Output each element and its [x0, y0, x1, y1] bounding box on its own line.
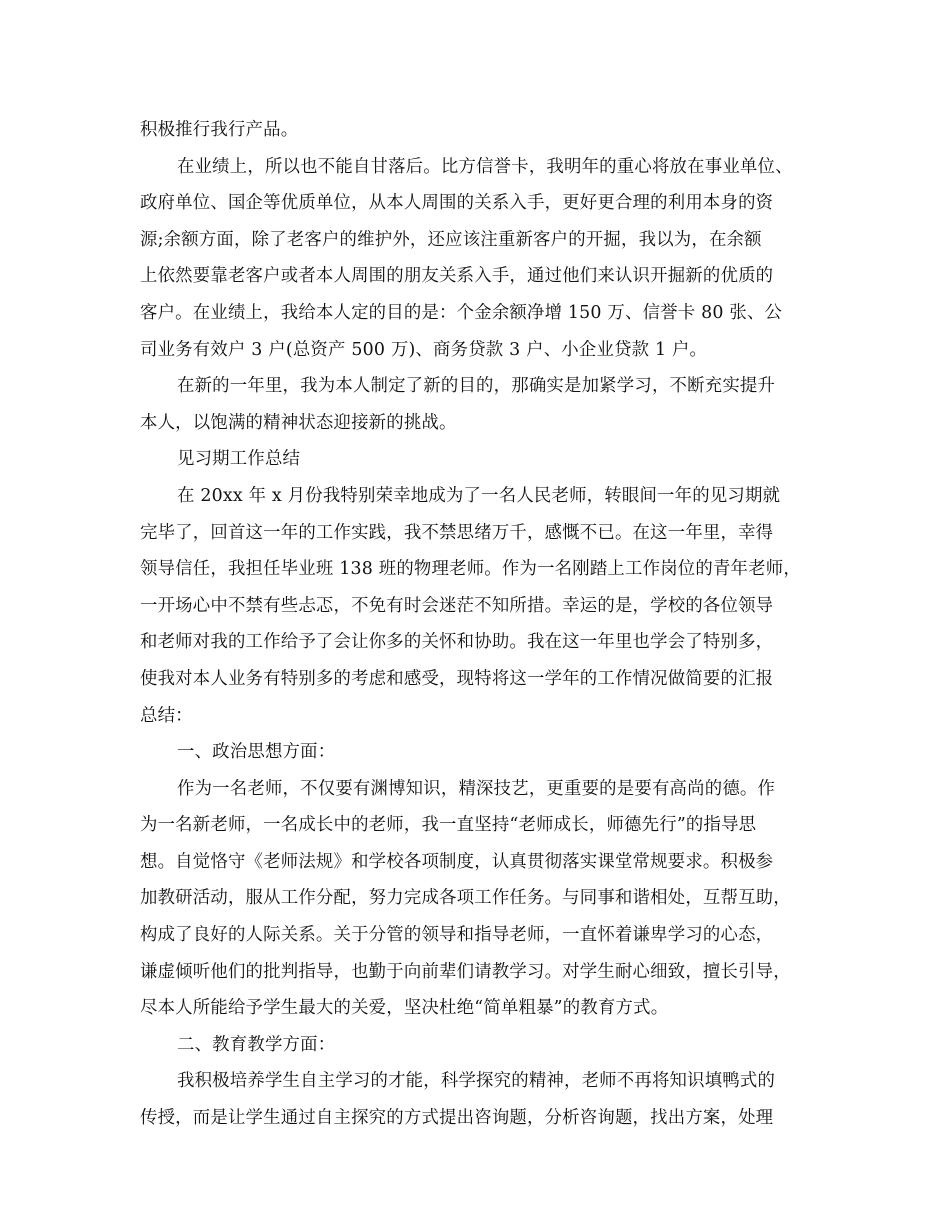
text-line: 在 20xx 年 x 月份我特别荣幸地成为了一名人民老师，转眼间一年的见习期就 — [177, 485, 781, 506]
text-line: 源;余额方面，除了老客户的维护外，还应该注重新客户的开掘，我以为，在余额 — [140, 229, 762, 250]
text-line: 见习期工作总结 — [177, 449, 301, 470]
text-line: 使我对本人业务有特别多的考虑和感受，现特将这一学年的工作情况做简要的汇报 — [140, 668, 774, 689]
document-body — [140, 112, 820, 1137]
text-line: 客户。在业绩上，我给本人定的目的是：个金余额净增 150 万、信誉卡 80 张、公 — [140, 302, 783, 323]
text-line: 在新的一年里，我为本人制定了新的目的，那确实是加紧学习，不断充实提升 — [177, 376, 776, 397]
text-line: 总结： — [140, 705, 193, 726]
text-line: 加教研活动，服从工作分配，努力完成各项工作任务。与同事和谐相处，互帮互助， — [140, 888, 791, 909]
text-line: 作为一名老师，不仅要有渊博知识，精深技艺，更重要的是要有高尚的德。作 — [177, 778, 776, 799]
text-line: 完毕了，回首这一年的工作实践，我不禁思绪万千，感慨不已。在这一年里，幸得 — [140, 522, 774, 543]
text-line: 本人，以饱满的精神状态迎接新的挑战。 — [140, 412, 457, 433]
text-line: 谦虚倾听他们的批判指导，也勤于向前辈们请教学习。对学生耐心细致，擅长引导， — [140, 961, 791, 982]
text-line: 我积极培养学生自主学习的才能，科学探究的精神，老师不再将知识填鸭式的 — [177, 1071, 776, 1092]
text-line: 在业绩上，所以也不能自甘落后。比方信誉卡，我明年的重心将放在事业单位、 — [177, 156, 793, 177]
text-line: 二、教育教学方面： — [177, 1034, 336, 1055]
text-line: 积极推行我行产品。 — [140, 120, 299, 140]
text-line: 领导信任，我担任毕业班 138 班的物理老师。作为一名刚踏上工作岗位的青年老师， — [140, 559, 801, 580]
text-line: 和老师对我的工作给予了会让你多的关怀和协助。我在这一年里也学会了特别多， — [140, 632, 774, 653]
text-line: 一开场心中不禁有些忐忑，不免有时会迷茫不知所措。幸运的是，学校的各位领导 — [140, 595, 774, 616]
text-line: 上依然要靠老客户或者本人周围的朋友关系入手，通过他们来认识开掘新的优质的 — [140, 266, 774, 287]
text-line: 想。自觉恪守《老师法规》和学校各项制度，认真贯彻落实课堂常规要求。积极参 — [140, 851, 774, 872]
text-line: 构成了良好的人际关系。关于分管的领导和指导老师，一直怀着谦卑学习的心态， — [140, 925, 774, 946]
text-line: 传授，而是让学生通过自主探究的方式提出咨询题，分析咨询题，找出方案，处理 — [140, 1108, 774, 1129]
text-line: 一、政治思想方面： — [177, 742, 336, 763]
text-line: 司业务有效户 3 户(总资产 500 万)、商务贷款 3 户、小企业贷款 1 户。 — [140, 339, 708, 360]
text-line: 政府单位、国企等优质单位，从本人周围的关系入手，更好更合理的利用本身的资 — [140, 193, 774, 214]
text-line: 为一名新老师，一名成长中的老师，我一直坚持“老师成长，师德先行”的指导思 — [140, 815, 757, 836]
text-line: 尽本人所能给予学生最大的关爱，坚决杜绝“简单粗暴”的教育方式。 — [140, 998, 669, 1019]
